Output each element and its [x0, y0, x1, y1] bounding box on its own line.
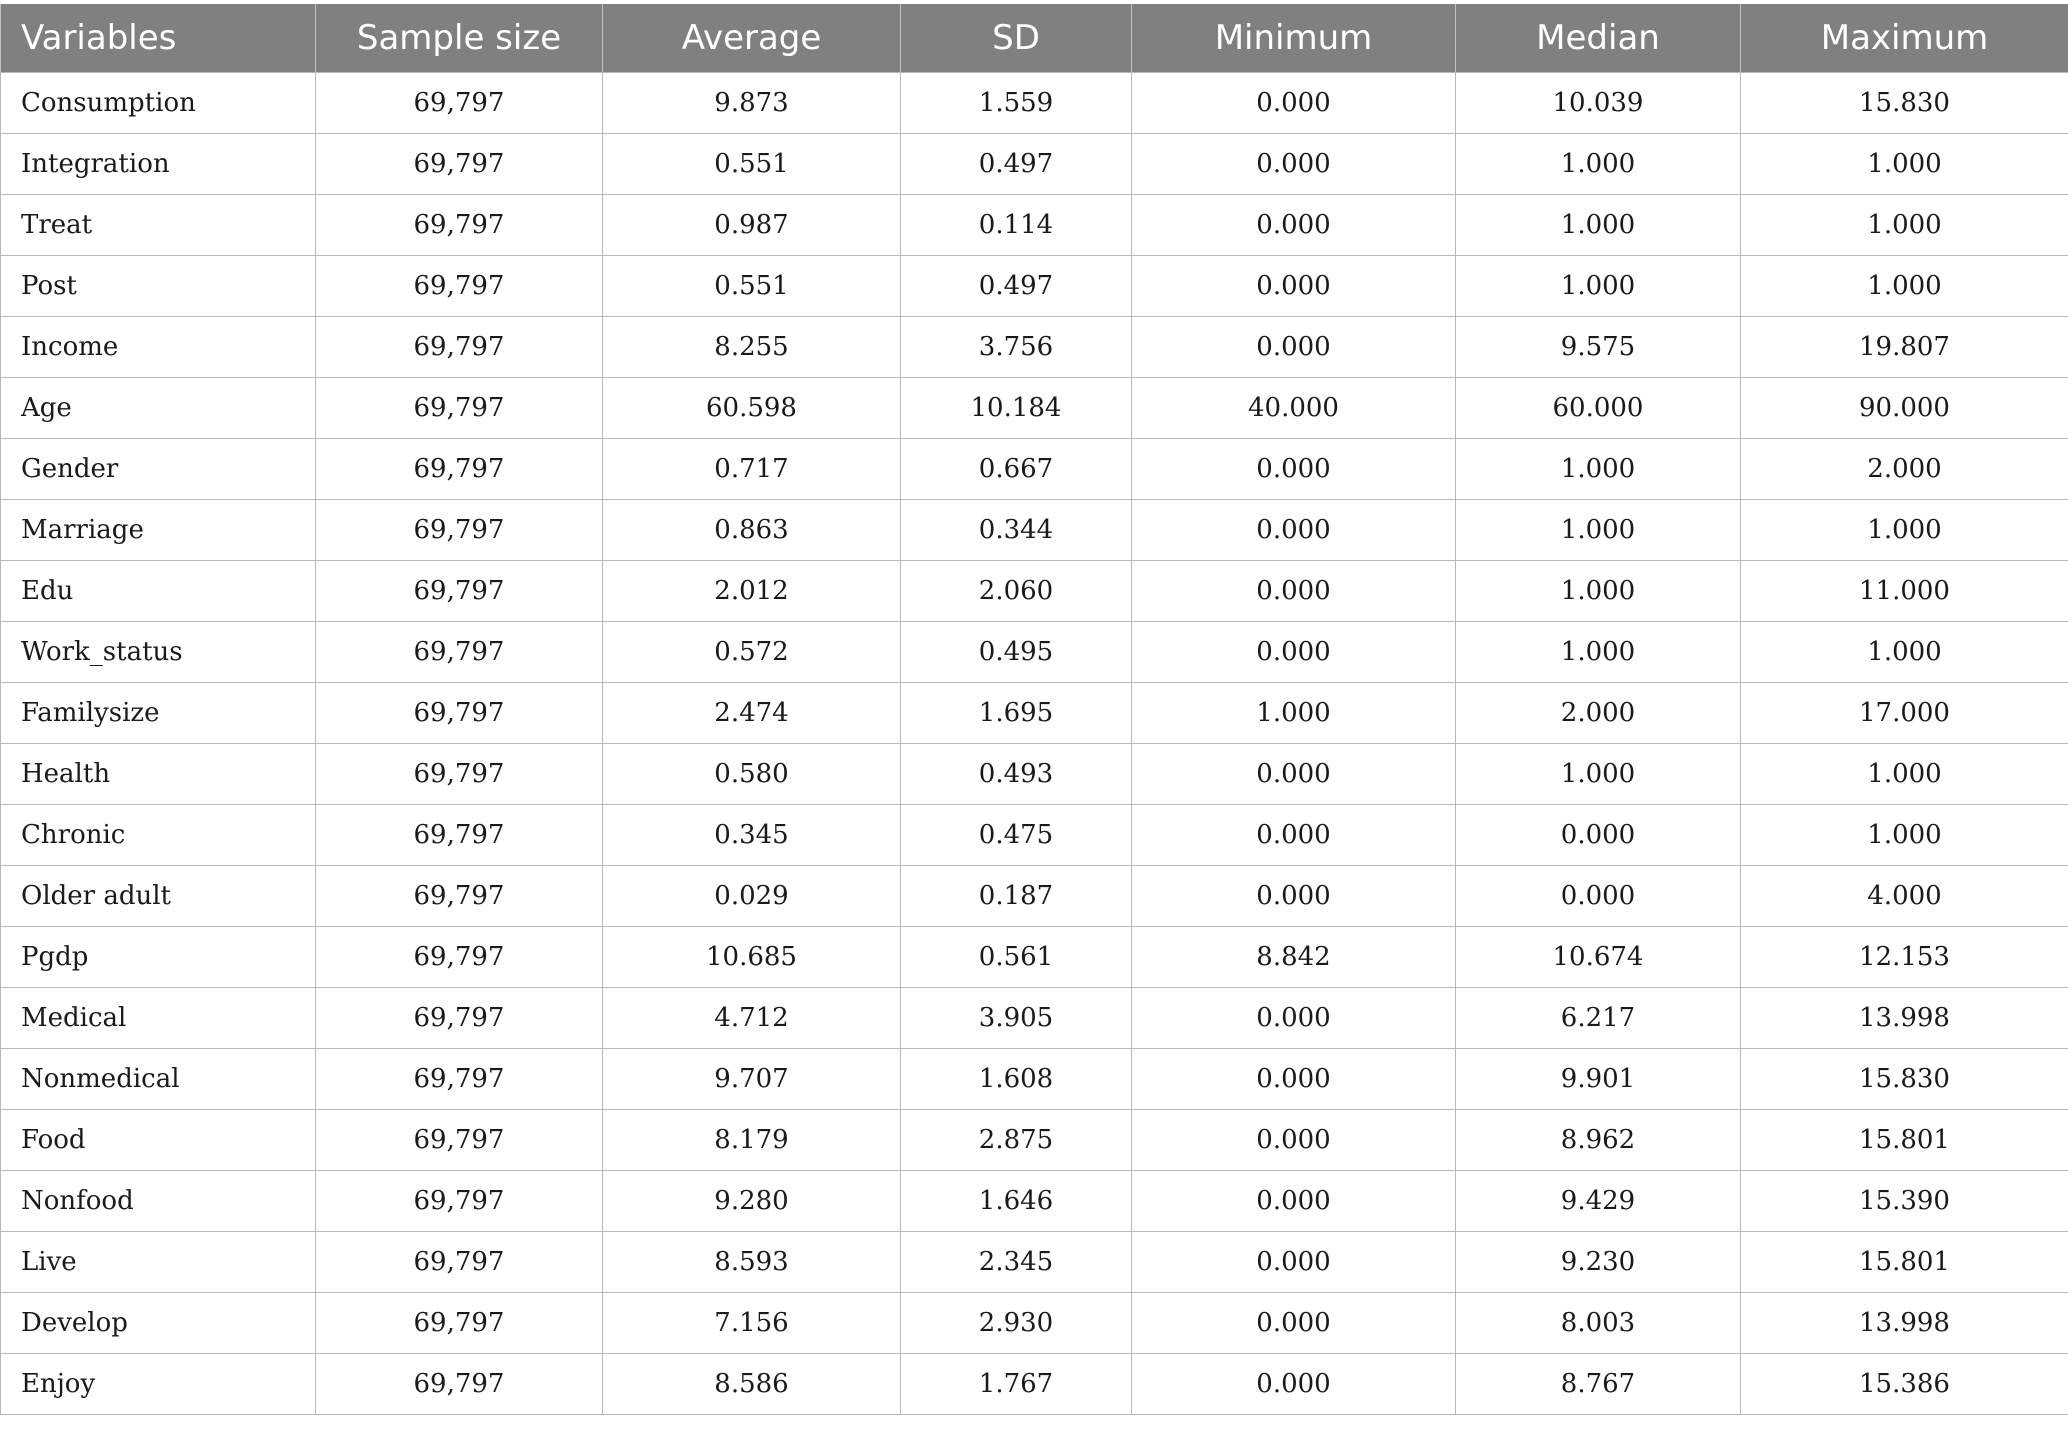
- cell-median: 9.575: [1456, 317, 1741, 378]
- cell-sample-size: 69,797: [316, 988, 603, 1049]
- cell-variable: Income: [1, 317, 316, 378]
- cell-variable: Edu: [1, 561, 316, 622]
- table-row: [1, 927, 2068, 988]
- cell-average: 8.593: [603, 1232, 901, 1293]
- cell-median: 0.000: [1456, 805, 1741, 866]
- cell-median: 1.000: [1456, 622, 1741, 683]
- cell-sd: 1.559: [901, 73, 1132, 134]
- cell-variable: Consumption: [1, 73, 316, 134]
- cell-variable: Familysize: [1, 683, 316, 744]
- cell-average: 10.685: [603, 927, 901, 988]
- header-median: Median: [1456, 4, 1741, 73]
- cell-minimum: 0.000: [1132, 622, 1456, 683]
- table-row: [1, 1171, 2068, 1232]
- header-variables: Variables: [1, 4, 316, 73]
- cell-minimum: 0.000: [1132, 1232, 1456, 1293]
- cell-median: 8.962: [1456, 1110, 1741, 1171]
- table-row: [1, 744, 2068, 805]
- cell-average: 9.280: [603, 1171, 901, 1232]
- cell-minimum: 0.000: [1132, 1354, 1456, 1415]
- cell-median: 10.674: [1456, 927, 1741, 988]
- cell-average: 0.863: [603, 500, 901, 561]
- table-row: [1, 439, 2068, 500]
- table-row: [1, 1049, 2068, 1110]
- cell-maximum: 1.000: [1741, 134, 2068, 195]
- cell-variable: Treat: [1, 195, 316, 256]
- table-row: [1, 561, 2068, 622]
- cell-sample-size: 69,797: [316, 378, 603, 439]
- cell-variable: Older adult: [1, 866, 316, 927]
- cell-minimum: 1.000: [1132, 683, 1456, 744]
- cell-minimum: 0.000: [1132, 195, 1456, 256]
- cell-average: 2.012: [603, 561, 901, 622]
- cell-minimum: 0.000: [1132, 317, 1456, 378]
- cell-sd: 1.767: [901, 1354, 1132, 1415]
- cell-sample-size: 69,797: [316, 439, 603, 500]
- cell-median: 9.429: [1456, 1171, 1741, 1232]
- cell-sd: 1.608: [901, 1049, 1132, 1110]
- cell-maximum: 11.000: [1741, 561, 2068, 622]
- cell-maximum: 1.000: [1741, 744, 2068, 805]
- cell-sd: 0.667: [901, 439, 1132, 500]
- cell-sd: 0.495: [901, 622, 1132, 683]
- cell-minimum: 0.000: [1132, 134, 1456, 195]
- header-minimum: Minimum: [1132, 4, 1456, 73]
- cell-variable: Live: [1, 1232, 316, 1293]
- cell-median: 60.000: [1456, 378, 1741, 439]
- cell-median: 8.767: [1456, 1354, 1741, 1415]
- cell-variable: Enjoy: [1, 1354, 316, 1415]
- cell-variable: Health: [1, 744, 316, 805]
- cell-sd: 0.114: [901, 195, 1132, 256]
- cell-maximum: 15.830: [1741, 73, 2068, 134]
- cell-median: 1.000: [1456, 500, 1741, 561]
- cell-minimum: 0.000: [1132, 73, 1456, 134]
- cell-sample-size: 69,797: [316, 1110, 603, 1171]
- cell-median: 6.217: [1456, 988, 1741, 1049]
- cell-sd: 2.875: [901, 1110, 1132, 1171]
- cell-average: 4.712: [603, 988, 901, 1049]
- cell-average: 8.255: [603, 317, 901, 378]
- cell-maximum: 15.801: [1741, 1110, 2068, 1171]
- cell-sd: 0.497: [901, 134, 1132, 195]
- cell-variable: Work_status: [1, 622, 316, 683]
- cell-maximum: 15.390: [1741, 1171, 2068, 1232]
- cell-sd: 1.695: [901, 683, 1132, 744]
- cell-average: 0.029: [603, 866, 901, 927]
- cell-minimum: 40.000: [1132, 378, 1456, 439]
- cell-maximum: 90.000: [1741, 378, 2068, 439]
- cell-maximum: 2.000: [1741, 439, 2068, 500]
- cell-sample-size: 69,797: [316, 683, 603, 744]
- cell-sd: 3.905: [901, 988, 1132, 1049]
- cell-sample-size: 69,797: [316, 73, 603, 134]
- cell-sd: 10.184: [901, 378, 1132, 439]
- cell-median: 1.000: [1456, 134, 1741, 195]
- cell-minimum: 0.000: [1132, 500, 1456, 561]
- cell-average: 7.156: [603, 1293, 901, 1354]
- cell-sample-size: 69,797: [316, 500, 603, 561]
- cell-average: 0.572: [603, 622, 901, 683]
- cell-sd: 0.475: [901, 805, 1132, 866]
- cell-sample-size: 69,797: [316, 317, 603, 378]
- table-row: [1, 805, 2068, 866]
- cell-sample-size: 69,797: [316, 195, 603, 256]
- cell-maximum: 4.000: [1741, 866, 2068, 927]
- table-row: [1, 683, 2068, 744]
- cell-sd: 0.493: [901, 744, 1132, 805]
- cell-average: 60.598: [603, 378, 901, 439]
- cell-sample-size: 69,797: [316, 866, 603, 927]
- table-row: [1, 134, 2068, 195]
- cell-minimum: 0.000: [1132, 988, 1456, 1049]
- table-row: [1, 256, 2068, 317]
- cell-sample-size: 69,797: [316, 622, 603, 683]
- cell-maximum: 13.998: [1741, 988, 2068, 1049]
- cell-sd: 0.187: [901, 866, 1132, 927]
- cell-sample-size: 69,797: [316, 256, 603, 317]
- cell-median: 2.000: [1456, 683, 1741, 744]
- header-sample-size: Sample size: [316, 4, 603, 73]
- cell-variable: Age: [1, 378, 316, 439]
- cell-median: 8.003: [1456, 1293, 1741, 1354]
- cell-sample-size: 69,797: [316, 744, 603, 805]
- cell-maximum: 1.000: [1741, 805, 2068, 866]
- cell-sample-size: 69,797: [316, 1293, 603, 1354]
- cell-sd: 2.930: [901, 1293, 1132, 1354]
- cell-minimum: 0.000: [1132, 1171, 1456, 1232]
- cell-average: 0.717: [603, 439, 901, 500]
- cell-sd: 3.756: [901, 317, 1132, 378]
- cell-average: 0.551: [603, 256, 901, 317]
- table-row: [1, 1232, 2068, 1293]
- table-row: [1, 317, 2068, 378]
- cell-variable: Chronic: [1, 805, 316, 866]
- table-row: [1, 1110, 2068, 1171]
- cell-sample-size: 69,797: [316, 1232, 603, 1293]
- cell-average: 0.580: [603, 744, 901, 805]
- cell-sd: 2.345: [901, 1232, 1132, 1293]
- cell-sd: 1.646: [901, 1171, 1132, 1232]
- cell-median: 1.000: [1456, 439, 1741, 500]
- table-row: [1, 500, 2068, 561]
- header-row: [1, 4, 2068, 73]
- header-average: Average: [603, 4, 901, 73]
- cell-minimum: 0.000: [1132, 1110, 1456, 1171]
- cell-minimum: 0.000: [1132, 1049, 1456, 1110]
- cell-variable: Integration: [1, 134, 316, 195]
- cell-maximum: 15.386: [1741, 1354, 2068, 1415]
- cell-minimum: 0.000: [1132, 256, 1456, 317]
- cell-variable: Nonfood: [1, 1171, 316, 1232]
- cell-minimum: 0.000: [1132, 561, 1456, 622]
- cell-maximum: 17.000: [1741, 683, 2068, 744]
- cell-minimum: 0.000: [1132, 1293, 1456, 1354]
- cell-median: 10.039: [1456, 73, 1741, 134]
- cell-sample-size: 69,797: [316, 134, 603, 195]
- cell-average: 2.474: [603, 683, 901, 744]
- header-maximum: Maximum: [1741, 4, 2068, 73]
- cell-maximum: 1.000: [1741, 195, 2068, 256]
- cell-maximum: 12.153: [1741, 927, 2068, 988]
- cell-maximum: 13.998: [1741, 1293, 2068, 1354]
- cell-median: 1.000: [1456, 256, 1741, 317]
- table-row: [1, 378, 2068, 439]
- cell-maximum: 1.000: [1741, 256, 2068, 317]
- cell-variable: Post: [1, 256, 316, 317]
- cell-median: 1.000: [1456, 561, 1741, 622]
- cell-average: 0.345: [603, 805, 901, 866]
- cell-variable: Gender: [1, 439, 316, 500]
- cell-sample-size: 69,797: [316, 1049, 603, 1110]
- cell-median: 1.000: [1456, 744, 1741, 805]
- cell-median: 9.230: [1456, 1232, 1741, 1293]
- table-row: [1, 1293, 2068, 1354]
- cell-median: 0.000: [1456, 866, 1741, 927]
- cell-maximum: 19.807: [1741, 317, 2068, 378]
- table-body: [1, 73, 2068, 1415]
- table-row: [1, 1354, 2068, 1415]
- cell-sample-size: 69,797: [316, 805, 603, 866]
- table-row: [1, 988, 2068, 1049]
- descriptive-statistics-table: [0, 4, 2068, 1415]
- cell-maximum: 1.000: [1741, 622, 2068, 683]
- header-sd: SD: [901, 4, 1132, 73]
- cell-maximum: 15.830: [1741, 1049, 2068, 1110]
- cell-sample-size: 69,797: [316, 561, 603, 622]
- cell-variable: Marriage: [1, 500, 316, 561]
- cell-sample-size: 69,797: [316, 1354, 603, 1415]
- cell-maximum: 15.801: [1741, 1232, 2068, 1293]
- cell-median: 1.000: [1456, 195, 1741, 256]
- cell-sd: 0.344: [901, 500, 1132, 561]
- table-header: [1, 4, 2068, 73]
- cell-sd: 2.060: [901, 561, 1132, 622]
- cell-minimum: 8.842: [1132, 927, 1456, 988]
- table-row: [1, 866, 2068, 927]
- cell-sample-size: 69,797: [316, 927, 603, 988]
- cell-average: 9.873: [603, 73, 901, 134]
- table-row: [1, 622, 2068, 683]
- cell-minimum: 0.000: [1132, 866, 1456, 927]
- cell-minimum: 0.000: [1132, 805, 1456, 866]
- cell-maximum: 1.000: [1741, 500, 2068, 561]
- cell-minimum: 0.000: [1132, 439, 1456, 500]
- cell-variable: Food: [1, 1110, 316, 1171]
- cell-average: 8.586: [603, 1354, 901, 1415]
- cell-average: 9.707: [603, 1049, 901, 1110]
- cell-median: 9.901: [1456, 1049, 1741, 1110]
- cell-sd: 0.561: [901, 927, 1132, 988]
- cell-minimum: 0.000: [1132, 744, 1456, 805]
- cell-variable: Medical: [1, 988, 316, 1049]
- cell-variable: Develop: [1, 1293, 316, 1354]
- cell-average: 0.987: [603, 195, 901, 256]
- cell-sample-size: 69,797: [316, 1171, 603, 1232]
- cell-variable: Nonmedical: [1, 1049, 316, 1110]
- cell-variable: Pgdp: [1, 927, 316, 988]
- cell-average: 8.179: [603, 1110, 901, 1171]
- cell-sd: 0.497: [901, 256, 1132, 317]
- table-row: [1, 195, 2068, 256]
- cell-average: 0.551: [603, 134, 901, 195]
- table-row: [1, 73, 2068, 134]
